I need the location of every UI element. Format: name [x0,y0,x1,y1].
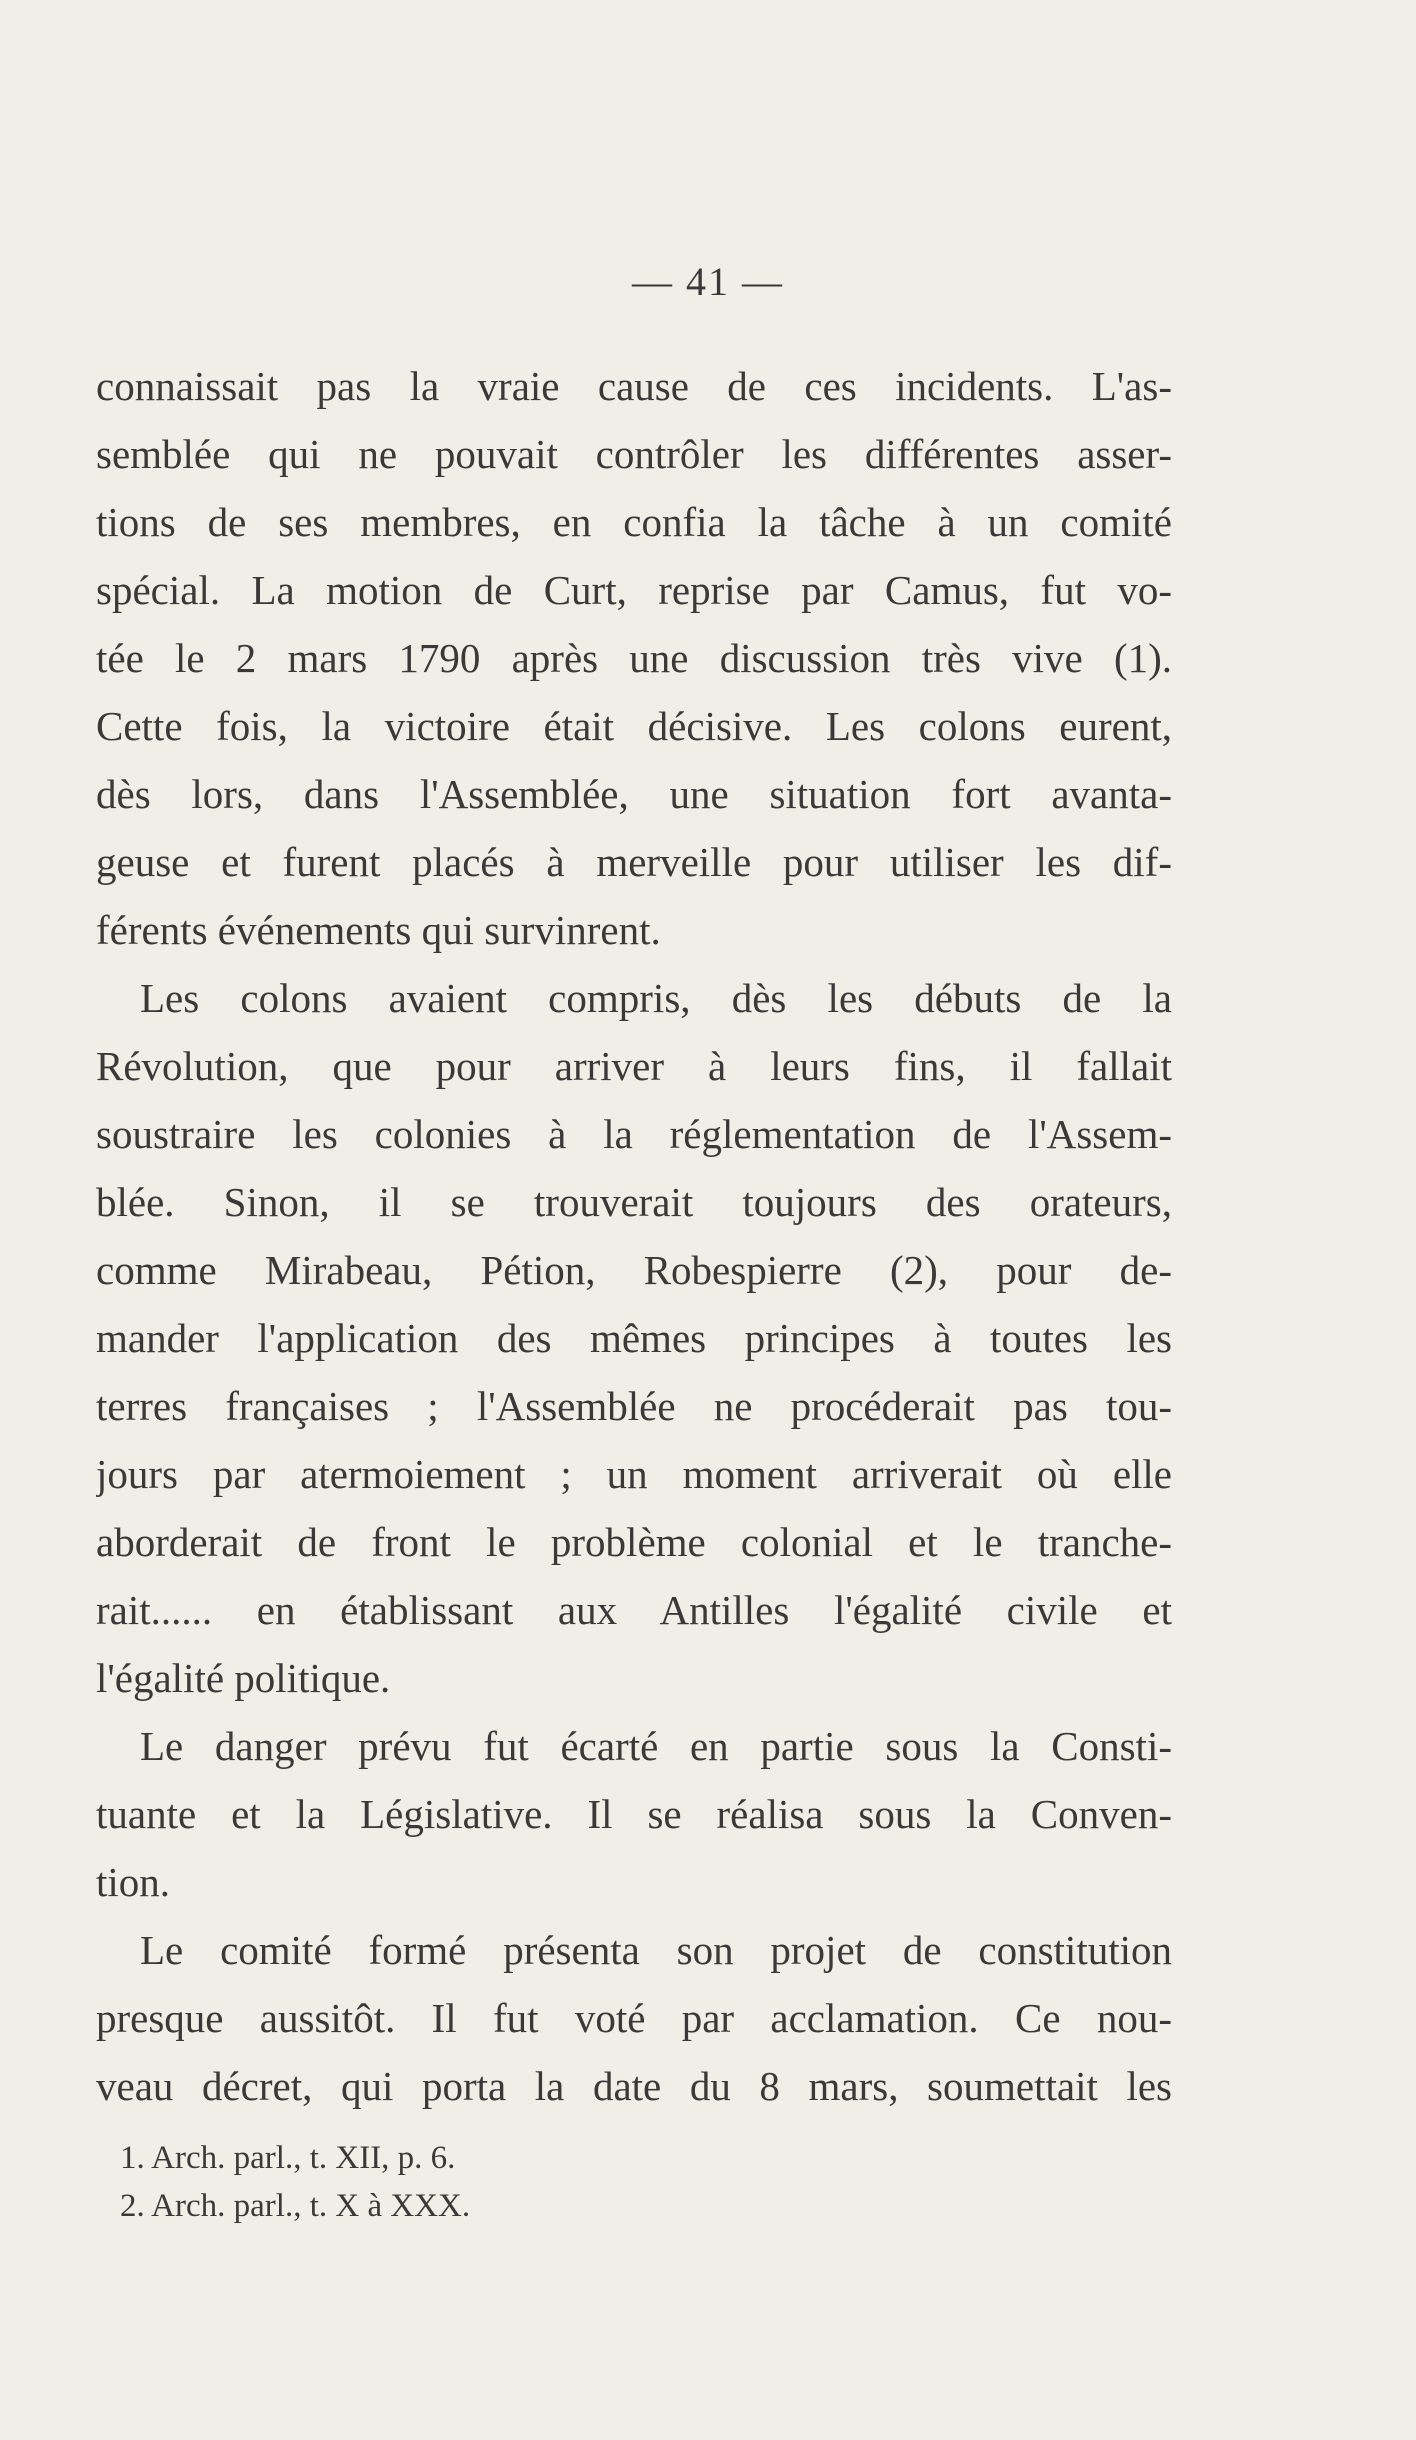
text-line: soustraire les colonies à la réglementation de l'Assem- [96,1111,1172,1157]
footnote: 1. Arch. parl., t. XII, p. 6. [120,2140,456,2176]
text-line: connaissait pas la vraie cause de ces incidents. L'as- [96,363,1172,409]
text-line: presque aussitôt. Il fut voté par acclamation. Ce nou- [96,1995,1172,2041]
body-text [96,352,1172,2120]
text-line: aborderait de front le problème colonial et le tranche- [96,1519,1172,1565]
text-line: tions de ses membres, en confia la tâche à un comité [96,499,1172,545]
text-line: blée. Sinon, il se trouverait toujours des orateurs, [96,1179,1172,1225]
text-line: Le comité formé présenta son projet de constitution [140,1927,1172,1973]
page-number: — 41 — [632,259,784,304]
text-line: comme Mirabeau, Pétion, Robespierre (2), pour de- [96,1247,1172,1293]
text-line: mander l'application des mêmes principes à toutes les [96,1315,1172,1361]
text-line: l'égalité politique. [96,1655,391,1701]
text-line: veau décret, qui porta la date du 8 mars, soumettait les [96,2063,1172,2109]
text-line: dès lors, dans l'Assemblée, une situation fort avanta- [96,771,1172,817]
text-line: terres françaises ; l'Assemblée ne procéderait pas tou- [96,1383,1172,1429]
text-line: Cette fois, la victoire était décisive. Les colons eurent, [96,703,1172,749]
text-line: tuante et la Législative. Il se réalisa sous la Conven- [96,1791,1172,1837]
footnotes [120,2134,1020,2230]
text-line: Le danger prévu fut écarté en partie sous la Consti- [140,1723,1172,1769]
text-line: rait...... en établissant aux Antilles l'égalité civile et [96,1587,1172,1633]
text-line: tion. [96,1859,171,1905]
text-line: Les colons avaient compris, dès les débuts de la [140,975,1172,1021]
text-line: spécial. La motion de Curt, reprise par Camus, fut vo- [96,567,1172,613]
text-line: semblée qui ne pouvait contrôler les différentes asser- [96,431,1172,477]
text-line: férents événements qui survinrent. [96,907,661,953]
text-line: Révolution, que pour arriver à leurs fins, il fallait [96,1043,1172,1089]
text-line: tée le 2 mars 1790 après une discussion très vive (1). [96,635,1172,681]
text-line: jours par atermoiement ; un moment arriverait où elle [96,1451,1172,1497]
footnote: 2. Arch. parl., t. X à XXX. [120,2188,471,2224]
text-line: geuse et furent placés à merveille pour utiliser les dif- [96,839,1172,885]
